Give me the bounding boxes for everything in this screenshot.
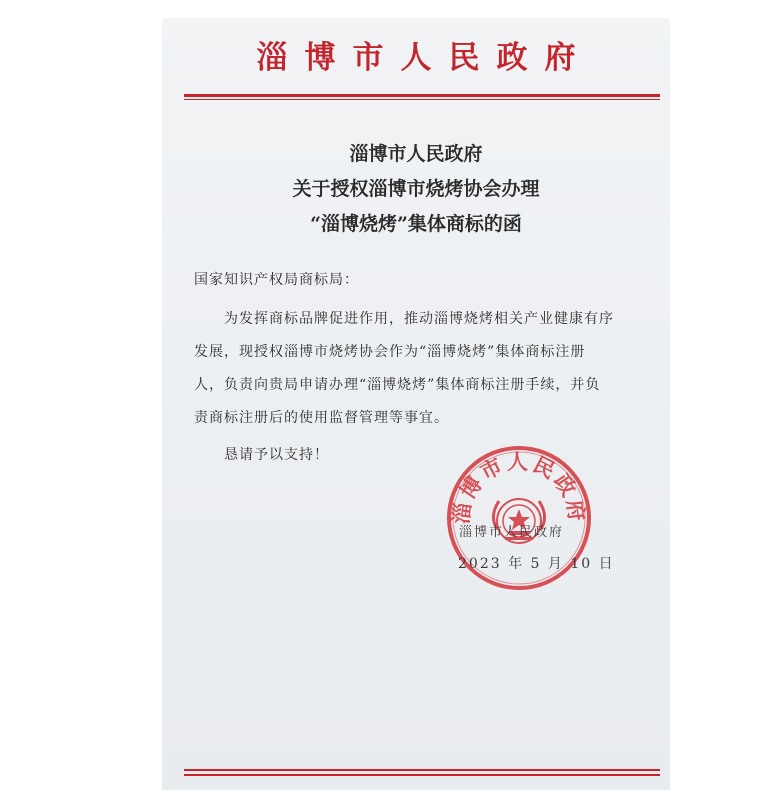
salutation: 国家知识产权局商标局： xyxy=(194,272,359,288)
footer-red-rule xyxy=(184,769,660,771)
signer-name: 淄博市人民政府 xyxy=(459,525,565,540)
doc-title-line-1: 淄博市人民政府 xyxy=(349,143,483,165)
letterhead-red-rule-thin xyxy=(184,99,660,100)
closing-line: 恳请予以支持！ xyxy=(224,447,329,463)
doc-title-line-3: “淄博烧烤”集体商标的函 xyxy=(310,213,522,235)
footer-red-rule-thin xyxy=(184,774,660,776)
body-line-1: 为发挥商标品牌促进作用，推动淄博烧烤相关产业健康有序 xyxy=(224,311,614,327)
doc-title-line-2: 关于授权淄博市烧烤协会办理 xyxy=(292,178,540,200)
body-line-2: 发展，现授权淄博市烧烤协会作为“淄博烧烤”集体商标注册 xyxy=(194,344,586,360)
document-page xyxy=(162,18,670,790)
letterhead-title: 淄博市人民政府 xyxy=(256,40,593,76)
issue-date: 2023 年 5 月 10 日 xyxy=(458,556,615,572)
body-line-4: 责商标注册后的使用监督管理等事宜。 xyxy=(194,410,449,426)
seal-ring-text: 淄博市人民政府 xyxy=(448,449,590,526)
letterhead-red-rule xyxy=(184,94,660,97)
body-line-3: 人，负责向贵局申请办理“淄博烧烤”集体商标注册手续，并负 xyxy=(194,377,601,393)
